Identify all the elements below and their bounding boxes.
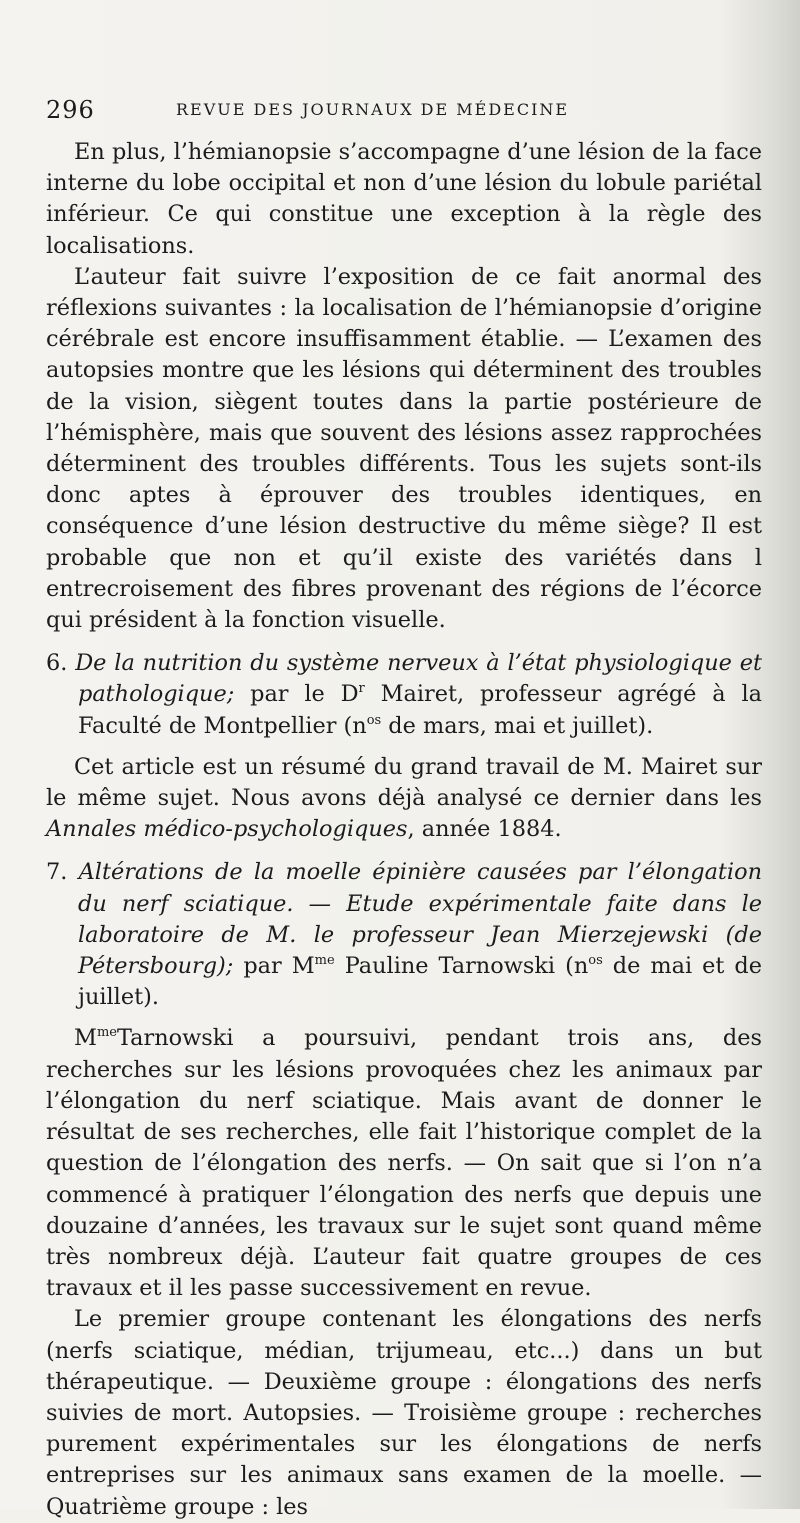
item-issues-sup: os <box>366 712 382 728</box>
item-author: par le D <box>234 681 359 708</box>
paragraph-reflexions: L’auteur fait suivre l’exposition de ce fait anormal des réflexions suivantes : la localisation de l’hémianopsie d’origine cérébrale est encore insuffisamment établie. — L’examen des autopsies montre que les lésions qui déterminent des troubles de la vision, siègent toutes dans la partie postérieure de l’hémisphère, mais que souvent des lésions assez rapprochées déterminent des troubles différents. Tous les sujets sont-ils donc aptes à éprouver des troubles identiques, en conséquence d’une lésion destructive du même siège? Il est probable que non et qu’il existe des variétés dans l entrecroisement des fibres provenant des régions de l’écorce qui président à la fonction visuelle. <box>46 263 762 634</box>
paragraph-hemianopsia: En plus, l’hémianopsie s’accompagne d’une lésion de la face interne du lobe occipital et non d’une lésion du lobule pariétal inférieur. Ce qui constitue une exception à la règle des localisations. <box>46 139 762 259</box>
item-issues-sup: os <box>588 953 603 969</box>
item-number: 6. <box>46 650 68 677</box>
page-number: 296 <box>46 96 95 124</box>
title-sup: me <box>96 1025 117 1041</box>
page-header <box>46 92 766 126</box>
item-title: De la nutrition du système nerveux à l’état physiologique et pathologique; <box>75 650 762 708</box>
body-text <box>46 137 762 1523</box>
bibliography-item-7 <box>46 857 762 1013</box>
item-author-sup: me <box>314 953 335 969</box>
item-author: par M <box>233 953 315 980</box>
summary-text: Cet article est un résumé du grand travail de M. Mairet sur le même sujet. Nous avons déjà analysé ce dernier dans les <box>46 753 762 812</box>
paragraph-groups: Le premier groupe contenant les élongations des nerfs (nerfs sciatique, médian, trijumeau, etc...) dans un but thérapeutique. — Deuxième groupe : élongations des nerfs suivies de mort. Autopsies. — Troisième groupe : recherches purement expérimentales sur les élongations de nerfs entreprises sur les animaux sans examen de la moelle. — Quatrième groupe : les <box>46 1306 762 1520</box>
item-issues: de mai et de juillet). <box>78 953 762 1011</box>
paragraph-tarnowski: $M^{me}Tarnowski$ a poursuivi, pendant trois ans, des recherches sur les lésions provoquées chez les animaux par l’élongation du nerf sciatique. Mais avant de donner le résultat de ses recherches, elle fait l’historique complet de la question de l’élongation des nerfs. — On sait que si l’on n’a commencé à pratiquer l’élongation des nerfs que depuis une douzaine d’années, les travaux sur le sujet sont quand même très nombreux déjà. L’auteur fait quatre groupes de ces travaux et il les passe successivement en revue. <box>46 1025 762 1302</box>
item-number: 7. <box>46 859 68 886</box>
bibliography-item-6 <box>46 648 762 742</box>
item-title: Altérations de la moelle épinière causées par l’élongation du nerf sciatique. — Etude expérimentale faite dans le laboratoire de M. le professeur Jean Mierzejewski (de Pétersbourg); <box>78 859 762 980</box>
item-author-rest: Pauline Tarnowski (n <box>334 953 589 980</box>
paragraph-mairet-summary <box>46 752 762 846</box>
item-issues: de mars, mai et juillet). <box>381 712 654 739</box>
item-author-rest: Mairet, professeur agrégé à la Faculté de Montpellier (n <box>78 681 762 739</box>
journal-title: Annales médico-psychologiques <box>46 816 408 843</box>
summary-year: , année 1884. <box>407 816 562 843</box>
item-author-sup: r <box>358 681 365 697</box>
tarnowski-text: Tarnowski a poursuivi, pendant trois ans, des recherches sur les lésions provoquées chez les animaux par l’élongation du nerf sciatique. Mais avant de donner le résultat de ses recherches, elle fait l’historique complet de la question de l’élongation des nerfs. — On sait que si l’on n’a commencé à pratiquer l’élongation des nerfs que depuis une douzaine d’années, les travaux sur le sujet sont quand même très nombreux déjà. L’auteur fait quatre groupes de ces travaux et il les passe successivement en revue. <box>46 1025 762 1302</box>
running-head: REVUE DES JOURNAUX DE MÉDECINE <box>176 100 570 119</box>
